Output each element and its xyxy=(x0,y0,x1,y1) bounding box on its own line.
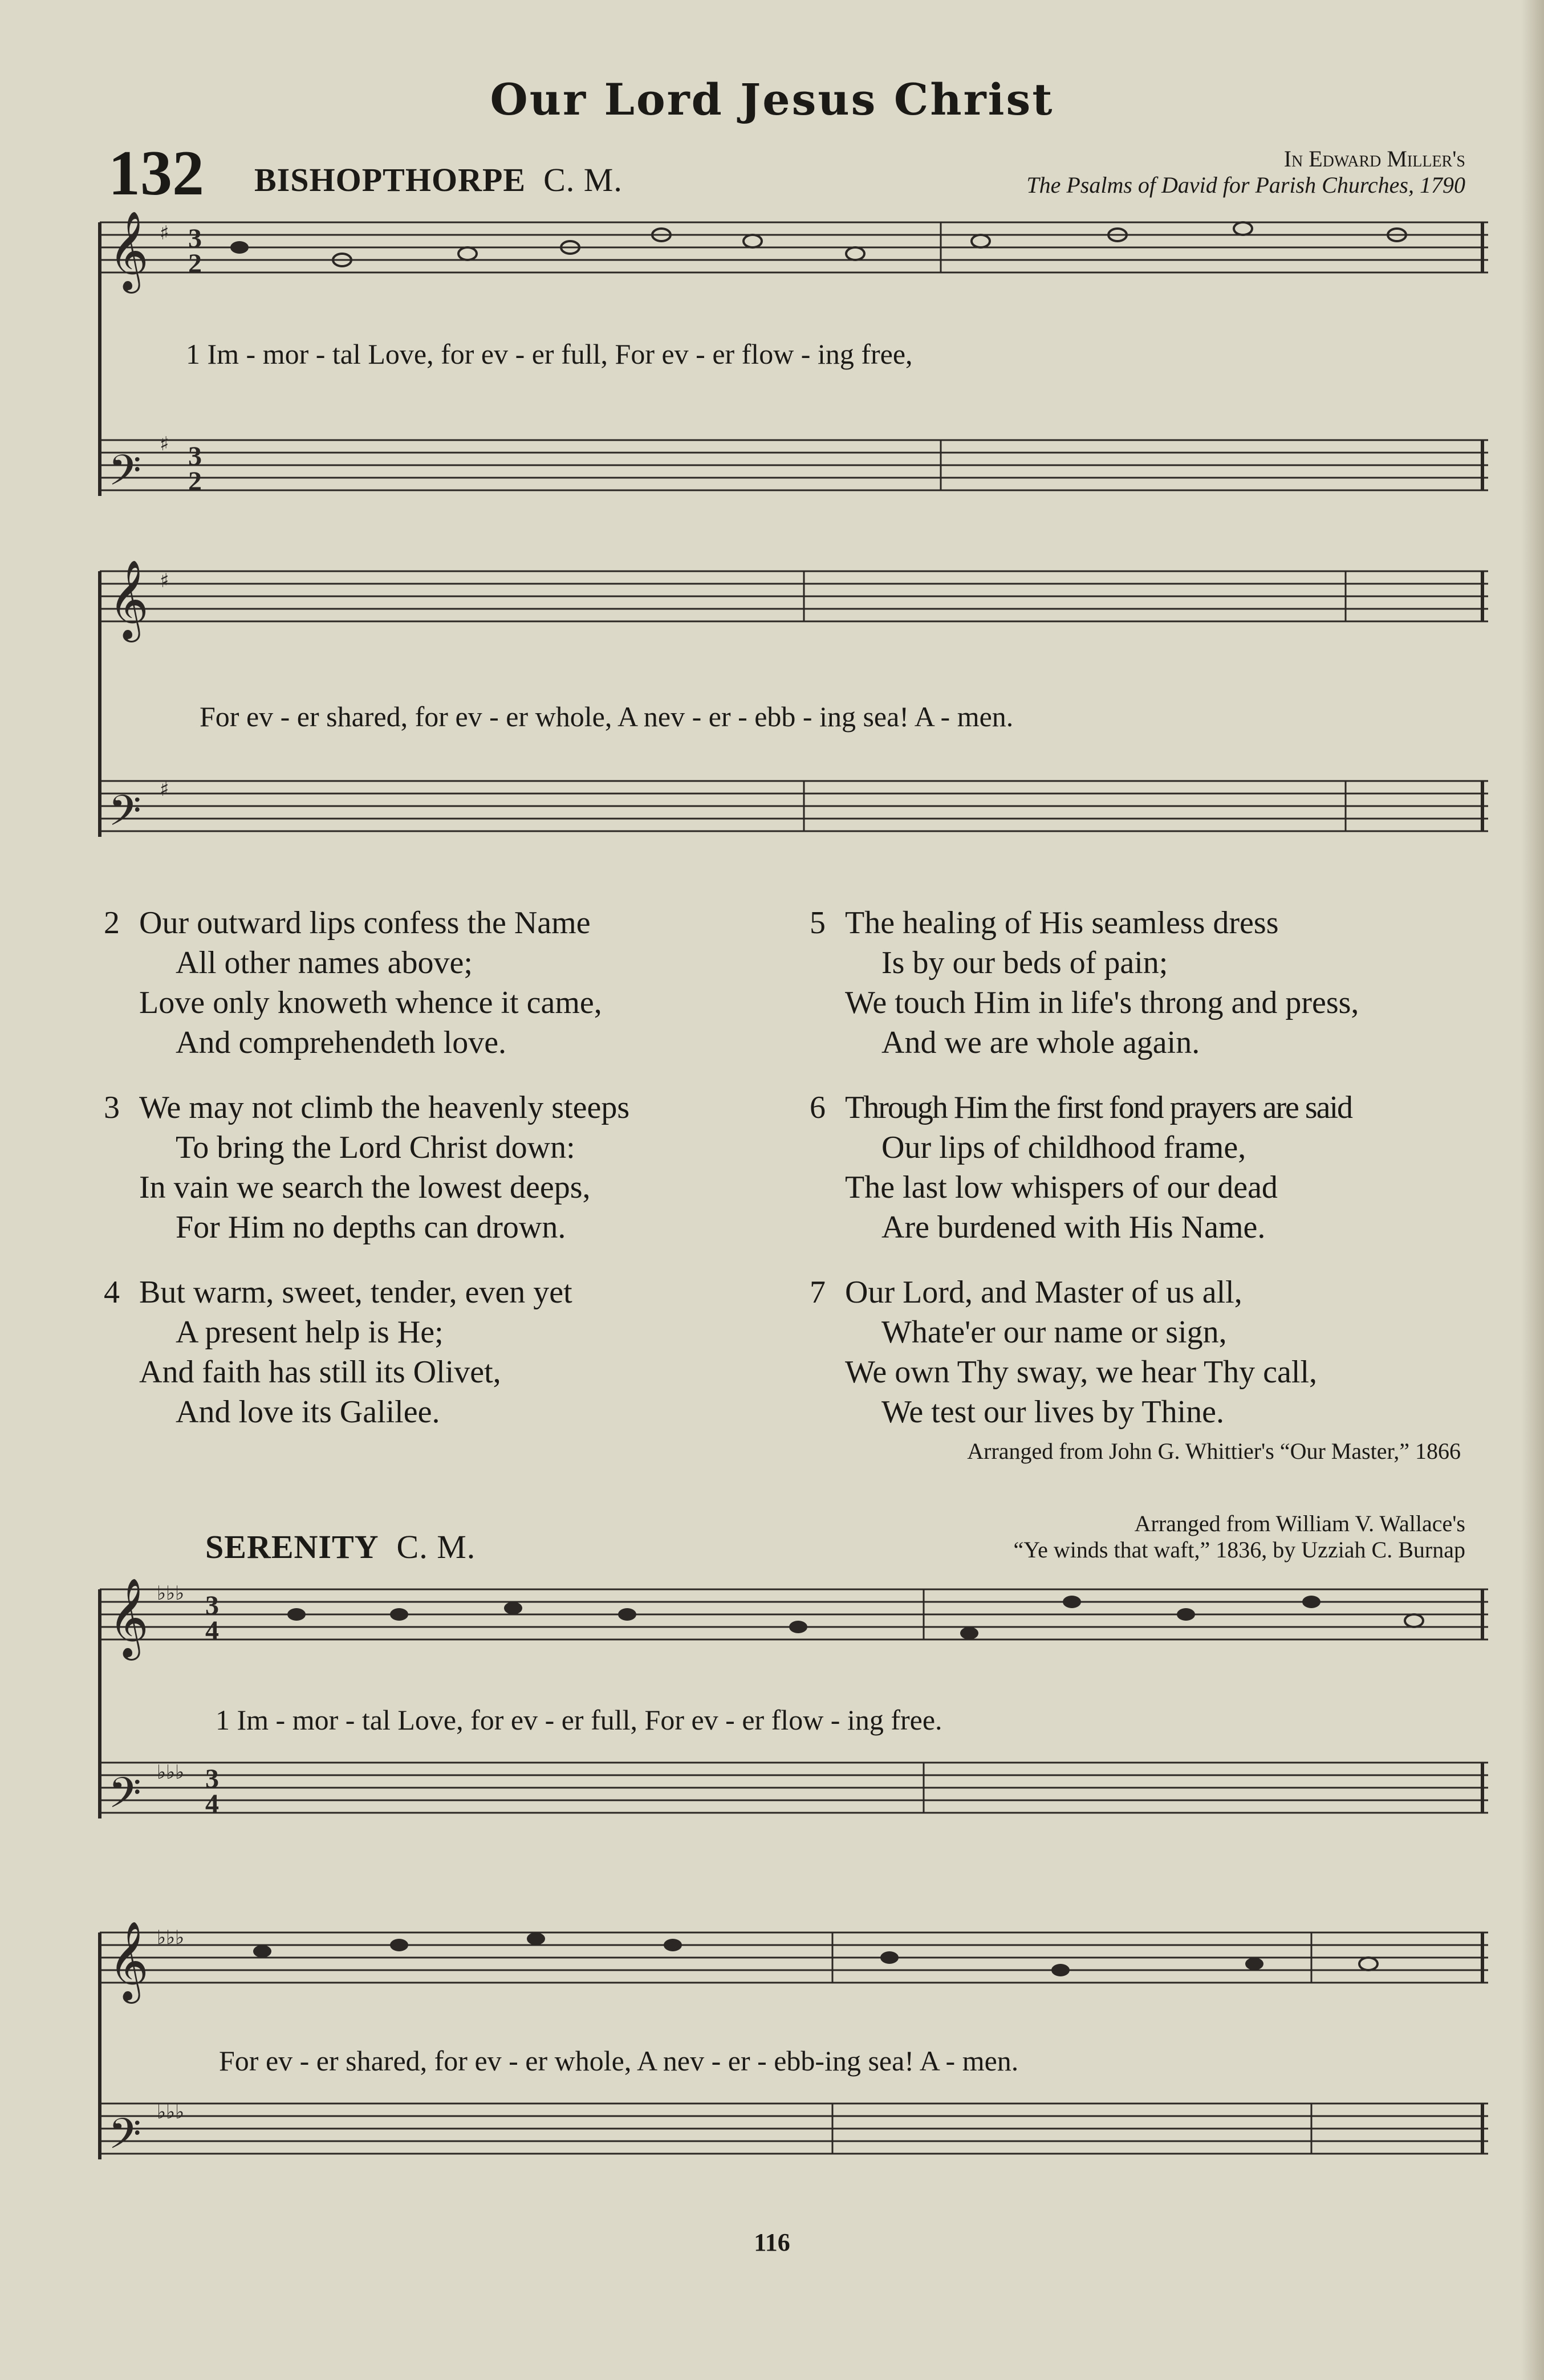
verse-line: To bring the Lord Christ down: xyxy=(176,1130,575,1165)
svg-text:♭♭♭: ♭♭♭ xyxy=(157,1761,185,1784)
tune2-title xyxy=(205,1528,476,1566)
svg-text:𝄞: 𝄞 xyxy=(108,560,149,639)
svg-text:𝄞: 𝄞 xyxy=(108,1578,149,1657)
verse-line: Our Lord, and Master of us all, xyxy=(845,1275,1242,1310)
verse-line: Love only knoweth whence it came, xyxy=(139,985,602,1020)
tune1-name: BISHOPTHORPE xyxy=(254,161,526,198)
tune1-system2-bass-staff xyxy=(100,781,1488,831)
svg-text:𝄞: 𝄞 xyxy=(108,1921,149,2000)
verse-line: We touch Him in life's throng and press, xyxy=(845,985,1359,1020)
verse-line: Our lips of childhood frame, xyxy=(881,1130,1246,1165)
svg-text:4: 4 xyxy=(205,1616,219,1646)
verse-number: 7 xyxy=(810,1275,826,1310)
tune2-attribution xyxy=(1014,1511,1465,1563)
tune1-system2-treble-staff xyxy=(100,571,1488,621)
verse-line: All other names above; xyxy=(176,945,473,981)
tune1-attribution-line1: In Edward Miller's xyxy=(1283,146,1465,172)
svg-text:𝄢: 𝄢 xyxy=(108,446,141,506)
verse-line: Whate'er our name or sign, xyxy=(881,1315,1227,1350)
text-credit: Arranged from John G. Whittier's “Our Master,” 1866 xyxy=(967,1438,1461,1464)
tune1-system1-bass-staff xyxy=(100,440,1488,490)
verse-line: And faith has still its Olivet, xyxy=(139,1354,501,1390)
tune2-attribution-line1: Arranged from William V. Wallace's xyxy=(1134,1511,1465,1536)
verse-3 xyxy=(104,1088,629,1247)
svg-text:𝄢: 𝄢 xyxy=(108,2109,141,2169)
hymn-number: 132 xyxy=(108,138,204,209)
svg-text:3: 3 xyxy=(188,441,202,471)
tune2-attribution-line2: “Ye winds that waft,” 1836, by Uzziah C. Burnap xyxy=(1013,1537,1465,1563)
svg-text:♭♭♭: ♭♭♭ xyxy=(157,1926,185,1949)
tune1-system1-treble-staff xyxy=(100,222,1488,272)
verse-line: Is by our beds of pain; xyxy=(881,945,1168,981)
tune2-system2-treble-staff xyxy=(100,1933,1488,1983)
svg-text:3: 3 xyxy=(205,1764,219,1794)
verse-line: Are burdened with His Name. xyxy=(881,1210,1266,1245)
svg-text:♯: ♯ xyxy=(160,433,169,455)
page-number: 116 xyxy=(754,2228,790,2256)
verse-number: 4 xyxy=(104,1275,120,1310)
section-title: Our Lord Jesus Christ xyxy=(490,74,1054,125)
verse-line: We may not climb the heavenly steeps xyxy=(139,1090,630,1125)
svg-text:♭♭♭: ♭♭♭ xyxy=(157,1582,185,1605)
tune2-lyric-line2: For ev - er shared, for ev - er whole, A nev - er - ebb-ing sea! A - men. xyxy=(219,2045,1019,2077)
verse-number: 6 xyxy=(810,1090,826,1125)
svg-text:3: 3 xyxy=(188,223,202,254)
verse-line: Our outward lips confess the Name xyxy=(139,905,591,941)
tune2-name: SERENITY xyxy=(205,1528,379,1565)
verse-number: 3 xyxy=(104,1090,120,1125)
tune2-system1-bass-staff xyxy=(100,1763,1488,1813)
svg-text:𝄢: 𝄢 xyxy=(108,1768,141,1828)
tune1-meter: C. M. xyxy=(543,161,623,198)
tune1-attribution-line2: The Psalms of David for Parish Churches, 1790 xyxy=(1026,172,1465,198)
tune1-lyric-line1: 1 Im - mor - tal Love, for ev - er full, For ev - er flow - ing free, xyxy=(186,338,913,370)
svg-text:2: 2 xyxy=(188,466,202,497)
tune2-meter: C. M. xyxy=(396,1528,476,1565)
svg-text:♯: ♯ xyxy=(160,569,169,592)
verse-5 xyxy=(810,903,1359,1063)
verse-number: 2 xyxy=(104,905,120,941)
verse-line: The healing of His seamless dress xyxy=(845,905,1279,941)
svg-text:2: 2 xyxy=(188,249,202,279)
svg-text:♯: ♯ xyxy=(160,222,169,245)
verse-line: And love its Galilee. xyxy=(176,1394,440,1430)
svg-text:♭♭♭: ♭♭♭ xyxy=(157,2101,185,2123)
verse-6 xyxy=(810,1088,1352,1247)
verse-line: And we are whole again. xyxy=(881,1025,1200,1060)
verse-7 xyxy=(810,1272,1317,1432)
verse-line: We own Thy sway, we hear Thy call, xyxy=(845,1354,1317,1390)
verse-line: For Him no depths can drown. xyxy=(176,1210,566,1245)
svg-text:𝄢: 𝄢 xyxy=(108,786,141,846)
verse-number: 5 xyxy=(810,905,826,941)
verse-2 xyxy=(104,903,602,1063)
svg-text:𝄞: 𝄞 xyxy=(108,211,149,290)
verse-4 xyxy=(104,1272,572,1432)
verse-line: The last low whispers of our dead xyxy=(845,1170,1278,1205)
verse-line: We test our lives by Thine. xyxy=(881,1394,1225,1430)
verse-line: A present help is He; xyxy=(176,1315,444,1350)
svg-text:♯: ♯ xyxy=(160,778,169,801)
tune2-system2-bass-staff xyxy=(100,2104,1488,2154)
svg-text:3: 3 xyxy=(205,1590,219,1621)
verse-line: Through Him the first fond prayers are said xyxy=(845,1090,1352,1125)
svg-text:4: 4 xyxy=(205,1789,219,1819)
verse-line: In vain we search the lowest deeps, xyxy=(139,1170,591,1205)
tune1-lyric-line2: For ev - er shared, for ev - er whole, A nev - er - ebb - ing sea! A - men. xyxy=(200,701,1014,733)
tune2-lyric-line1: 1 Im - mor - tal Love, for ev - er full, For ev - er flow - ing free. xyxy=(216,1704,942,1736)
verse-line: But warm, sweet, tender, even yet xyxy=(139,1275,572,1310)
verse-line: And comprehendeth love. xyxy=(176,1025,507,1060)
